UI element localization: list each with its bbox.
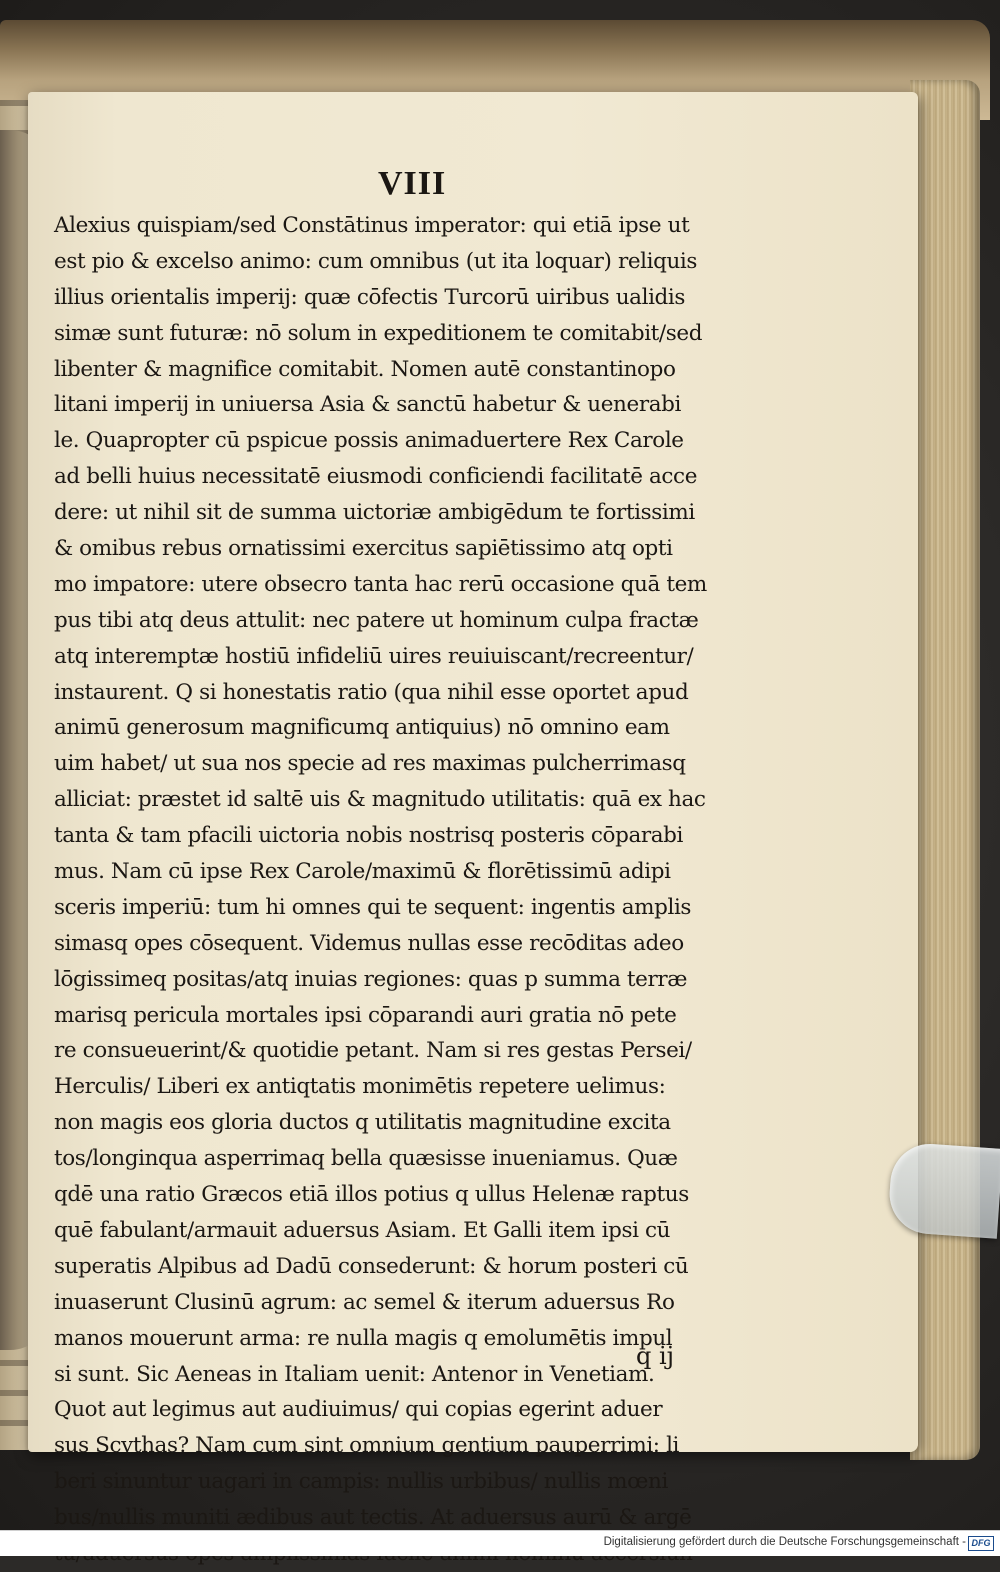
text-line: non magis eos gloria ductos q utilitatis magnitudine excita <box>54 1110 671 1136</box>
text-line: simasq opes cōsequent. Videmus nullas esse recōditas adeo <box>54 930 684 956</box>
text-line: si sunt. Sic Aeneas in Italiam uenit: Antenor in Venetiam. <box>54 1361 655 1387</box>
footer-bar <box>0 1530 1000 1556</box>
text-line: est pio & excelso animo: cum omnibus (ut ita loquar) reliquis <box>54 248 698 274</box>
text-line: instaurent. Q si honestatis ratio (qua nihil esse oportet apud <box>54 679 689 705</box>
text-line: & omibus rebus ornatissimi exercitus sapiētissimo atq opti <box>54 536 673 562</box>
text-line: marisq pericula mortales ipsi cōparandi auri gratia nō pete <box>54 1002 677 1028</box>
page-clip <box>887 1141 1000 1238</box>
text-line: Quot aut legimus aut audiuimus/ qui copias egerint aduer <box>54 1397 663 1423</box>
signature-mark: q ij <box>636 1342 675 1370</box>
text-line: Alexius quispiam/sed Constātinus imperator: qui etiā ipse ut <box>54 213 690 238</box>
page-text <box>54 208 792 1572</box>
text-line: bus/nullis muniti ædibus aut tectis. At aduersus aurū & argē <box>54 1505 692 1531</box>
text-line: uim habet/ ut sua nos specie ad res maximas pulcherrimasq <box>54 751 686 777</box>
text-line: atq interemptæ hostiū infideliū uires reuiuiscant/recreentur/ <box>54 643 694 669</box>
text-line: lōgissimeq positas/atq inuias regiones: quas p summa terræ <box>54 966 688 992</box>
text-line: mus. Nam cū ipse Rex Carole/maximū & florētissimū adipi <box>54 859 671 885</box>
text-line: tanta & tam pfacili uictoria nobis nostrisq posteris cōparabi <box>54 823 684 849</box>
text-line: sceris imperiū: tum hi omnes qui te sequent: ingentis amplis <box>54 894 692 920</box>
text-line: manos mouerunt arma: re nulla magis q emolumētis impul <box>54 1325 673 1351</box>
text-line: tos/longinqua asperrimaq bella quæsisse inueniamus. Quæ <box>54 1146 678 1172</box>
text-line: animū generosum magnificumq antiquius) nō omnino eam <box>54 715 670 741</box>
text-line: re consueuerint/& quotidie petant. Nam si res gestas Persei/ <box>54 1038 692 1064</box>
text-line: alliciat: præstet id saltē uis & magnitudo utilitatis: quā ex hac <box>54 787 706 813</box>
text-line: quē fabulant/armauit aduersus Asiam. Et Galli item ipsi cū <box>54 1217 671 1243</box>
dfg-logo: DFG <box>968 1536 994 1551</box>
text-line: superatis Alpibus ad Dadū consederunt: & horum posteri cū <box>54 1253 689 1279</box>
text-line: mo impatore: utere obsecro tanta hac rerū occasione quā tem <box>54 571 707 597</box>
text-line: qdē una ratio Græcos etiā illos potius q ullus Helenæ raptus <box>54 1182 689 1208</box>
text-line: dere: ut nihil sit de summa uictoriæ ambigēdum te fortissimi <box>54 500 695 526</box>
text-line: pus tibi atq deus attulit: nec patere ut hominum culpa fractæ <box>54 607 699 633</box>
text-line: sus Scythas? Nam cum sint omnium gentium pauperrimi: li <box>54 1433 680 1459</box>
text-line: libenter & magnifice comitabit. Nomen autē constantinopo <box>54 356 676 382</box>
text-line: Herculis/ Liberi ex antiqtatis monimētis repetere uelimus: <box>54 1074 666 1100</box>
text-line: litani imperij in uniuersa Asia & sanctū habetur & uenerabi <box>54 392 681 418</box>
text-line: ad belli huius necessitatē eiusmodi conficiendi facilitatē acce <box>54 464 698 490</box>
page-stack-edge <box>910 80 980 1460</box>
text-line: beri sinuntur uagari in campis: nullis urbibus/ nullis mœni <box>54 1469 668 1495</box>
text-line: inuaserunt Clusinū agrum: ac semel & iterum aduersus Ro <box>54 1289 675 1315</box>
page-folio: VIII <box>378 165 447 202</box>
text-line: le. Quapropter cū pspicue possis animaduertere Rex Carole <box>54 428 684 454</box>
text-line: simæ sunt futuræ: nō solum in expeditionem te comitabit/sed <box>54 320 703 346</box>
text-line: illius orientalis imperij: quæ cōfectis Turcorū uiribus ualidis <box>54 284 686 310</box>
footer-credit: Digitalisierung gefördert durch die Deutsche Forschungsgemeinschaft - <box>603 1536 966 1548</box>
